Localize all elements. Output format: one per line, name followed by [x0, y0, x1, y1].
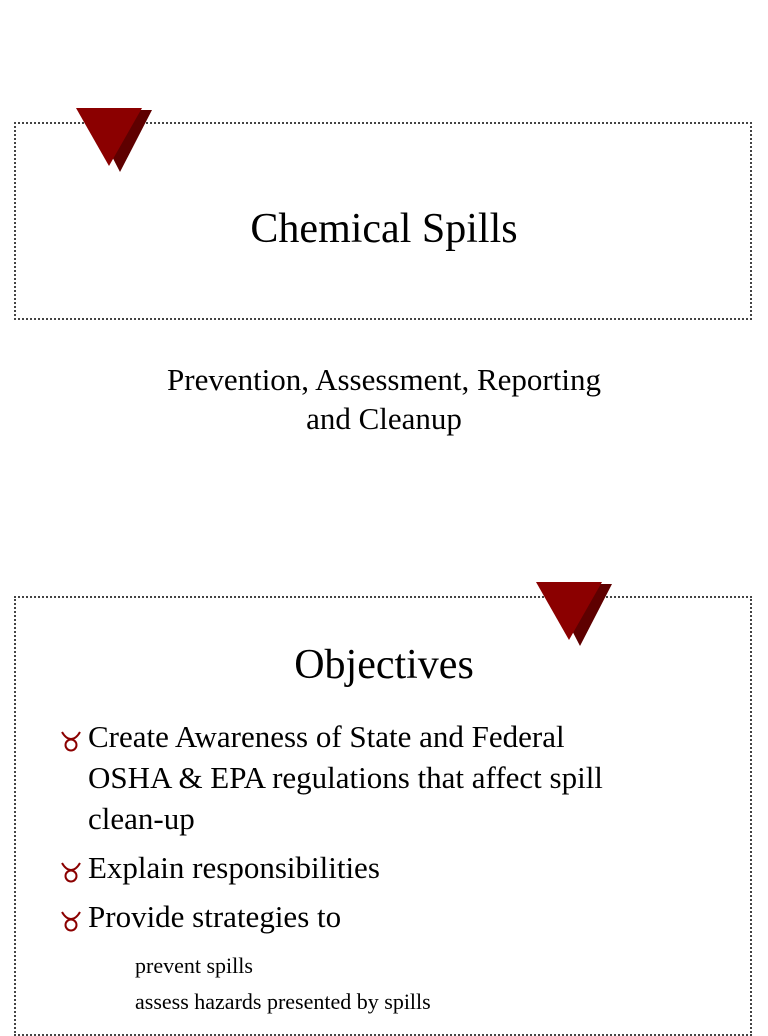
objective-line: Explain responsibilities	[88, 850, 380, 885]
slide1-subtitle	[0, 360, 768, 438]
objective-item	[60, 896, 700, 937]
objective-item	[60, 716, 700, 839]
objective-item	[60, 847, 700, 888]
strategy-subitem: prevent spills	[135, 953, 253, 978]
subtitle-line: and Cleanup	[306, 401, 462, 436]
slide1-title: Chemical Spills	[250, 206, 518, 252]
objective-line: clean-up	[88, 801, 195, 836]
slide2-title: Objectives	[294, 642, 474, 688]
objective-line: OSHA & EPA regulations that affect spill	[88, 760, 603, 795]
taurus-bullet-icon	[60, 861, 82, 883]
objective-line: Provide strategies to	[88, 899, 342, 934]
red-triangle-icon	[536, 582, 616, 650]
subtitle-line: Prevention, Assessment, Reporting	[167, 362, 601, 397]
taurus-bullet-icon	[60, 730, 82, 752]
taurus-bullet-icon	[60, 910, 82, 932]
strategy-subitems	[135, 948, 431, 1020]
strategy-subitem: assess hazards presented by spills	[135, 989, 431, 1014]
red-triangle-icon	[76, 108, 156, 176]
objectives-list	[60, 716, 700, 945]
objective-line: Create Awareness of State and Federal	[88, 719, 565, 754]
